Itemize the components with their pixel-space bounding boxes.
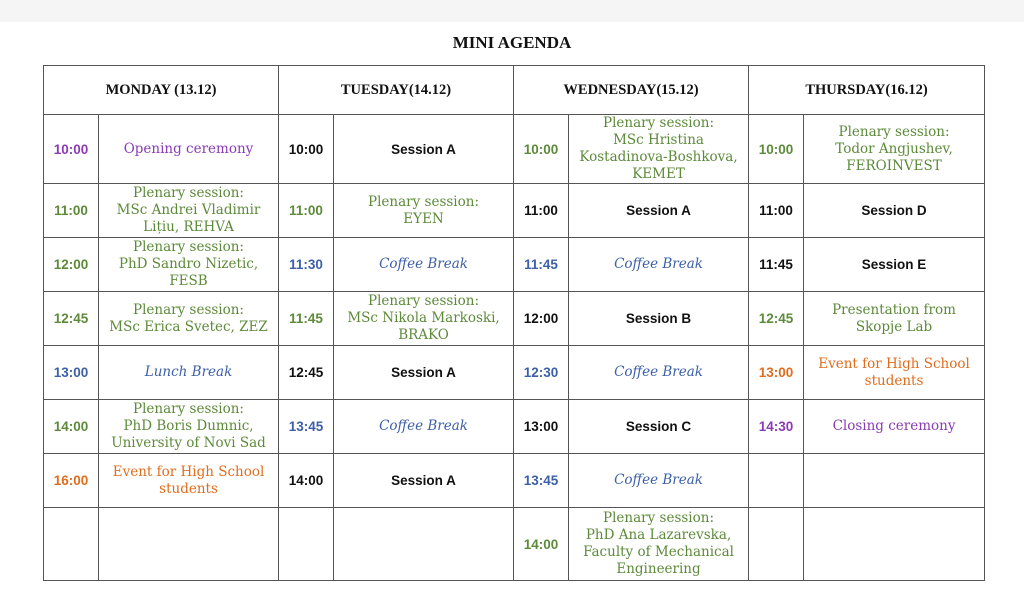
event-cell bbox=[804, 292, 985, 346]
event-line: Plenary session: bbox=[368, 293, 479, 309]
event-line: MSc Nikola Markoski, bbox=[347, 310, 500, 326]
time-cell: 14:30 bbox=[749, 400, 804, 454]
event-cell bbox=[569, 508, 749, 581]
event-cell bbox=[804, 238, 985, 292]
time-cell: 12:45 bbox=[749, 292, 804, 346]
page-title: MINI AGENDA bbox=[452, 33, 572, 52]
event-cell bbox=[804, 346, 985, 400]
time-cell bbox=[749, 454, 804, 508]
event-cell bbox=[569, 346, 749, 400]
header-row bbox=[44, 66, 985, 115]
time-cell: 11:00 bbox=[514, 184, 569, 238]
event-line: Session A bbox=[391, 473, 456, 488]
event-line: Coffee Break bbox=[379, 256, 468, 272]
event-line: BRAKO bbox=[398, 327, 449, 343]
event-line: Coffee Break bbox=[614, 364, 703, 380]
day-header: MONDAY (13.12) bbox=[44, 66, 279, 115]
event-line: PhD Ana Lazarevska, bbox=[585, 527, 732, 543]
event-cell bbox=[569, 292, 749, 346]
event-line: Session C bbox=[625, 419, 692, 434]
event-line: Kostadinova-Boshkova, bbox=[579, 149, 738, 165]
time-cell: 13:00 bbox=[514, 400, 569, 454]
event-cell bbox=[334, 454, 514, 508]
event-cell bbox=[99, 184, 279, 238]
event-cell bbox=[804, 508, 985, 581]
time-cell: 13:00 bbox=[44, 346, 99, 400]
event-cell bbox=[334, 508, 514, 581]
event-line: University of Novi Sad bbox=[111, 435, 266, 451]
event-line: Session D bbox=[861, 203, 927, 218]
time-cell: 12:45 bbox=[279, 346, 334, 400]
time-cell: 16:00 bbox=[44, 454, 99, 508]
event-cell bbox=[334, 292, 514, 346]
event-line: Todor Angjushev, bbox=[835, 140, 953, 157]
event-cell bbox=[569, 184, 749, 238]
event-line: Engineering bbox=[616, 561, 701, 577]
time-cell: 10:00 bbox=[514, 115, 569, 184]
event-line: Plenary session: bbox=[368, 193, 479, 210]
event-line: Lunch Break bbox=[144, 364, 233, 380]
event-line: Event for High School bbox=[112, 463, 265, 480]
time-cell: 14:00 bbox=[279, 454, 334, 508]
agenda-row bbox=[44, 346, 985, 400]
agenda-row bbox=[44, 508, 985, 581]
event-cell bbox=[334, 346, 514, 400]
time-cell: 11:30 bbox=[279, 238, 334, 292]
top-bar bbox=[0, 0, 1024, 22]
event-line: PhD Sandro Nizetic, bbox=[118, 256, 259, 272]
time-cell: 10:00 bbox=[44, 115, 99, 184]
event-cell bbox=[99, 454, 279, 508]
time-cell: 12:30 bbox=[514, 346, 569, 400]
event-cell bbox=[569, 115, 749, 184]
event-line: Presentation from bbox=[832, 301, 956, 318]
time-cell bbox=[44, 508, 99, 581]
event-cell bbox=[804, 400, 985, 454]
event-line: Plenary session: bbox=[603, 510, 714, 526]
time-cell: 13:45 bbox=[279, 400, 334, 454]
event-line: Plenary session: bbox=[603, 115, 714, 131]
time-cell: 11:00 bbox=[279, 184, 334, 238]
event-line: students bbox=[159, 480, 218, 497]
event-line: Session B bbox=[625, 311, 692, 326]
event-cell bbox=[99, 238, 279, 292]
time-cell bbox=[749, 508, 804, 581]
time-cell: 13:00 bbox=[749, 346, 804, 400]
event-cell bbox=[804, 454, 985, 508]
event-cell bbox=[334, 184, 514, 238]
event-cell bbox=[99, 292, 279, 346]
event-cell bbox=[99, 508, 279, 581]
event-line: Closing ceremony bbox=[832, 418, 956, 434]
day-header: WEDNESDAY(15.12) bbox=[514, 66, 749, 115]
time-cell: 12:00 bbox=[44, 238, 99, 292]
event-line: Plenary session: bbox=[133, 239, 244, 255]
time-cell: 10:00 bbox=[279, 115, 334, 184]
event-line: Coffee Break bbox=[379, 418, 468, 434]
event-line: students bbox=[864, 372, 924, 389]
event-cell bbox=[804, 115, 985, 184]
event-line: Session A bbox=[626, 203, 691, 218]
event-line: Session E bbox=[861, 257, 927, 272]
time-cell: 11:45 bbox=[749, 238, 804, 292]
event-line: Faculty of Mechanical bbox=[583, 544, 734, 560]
day-header: TUESDAY(14.12) bbox=[279, 66, 514, 115]
time-cell: 11:00 bbox=[749, 184, 804, 238]
time-cell: 11:45 bbox=[514, 238, 569, 292]
event-line: Session A bbox=[391, 141, 456, 157]
event-cell bbox=[334, 115, 514, 184]
event-line: Coffee Break bbox=[614, 256, 703, 272]
time-cell: 13:45 bbox=[514, 454, 569, 508]
event-line: Opening ceremony bbox=[123, 140, 254, 157]
event-cell bbox=[804, 184, 985, 238]
event-line: FEROINVEST bbox=[846, 157, 942, 174]
agenda-row bbox=[44, 454, 985, 508]
agenda-row bbox=[44, 292, 985, 346]
event-cell bbox=[569, 454, 749, 508]
event-line: KEMET bbox=[632, 166, 685, 182]
time-cell bbox=[279, 508, 334, 581]
event-line: Plenary session: bbox=[133, 185, 244, 201]
event-cell bbox=[99, 400, 279, 454]
time-cell: 11:45 bbox=[279, 292, 334, 346]
time-cell: 14:00 bbox=[44, 400, 99, 454]
agenda-row bbox=[44, 184, 985, 238]
event-line: Plenary session: bbox=[838, 123, 950, 140]
event-cell bbox=[99, 115, 279, 184]
time-cell: 10:00 bbox=[749, 115, 804, 184]
agenda-row bbox=[44, 115, 985, 184]
time-cell: 12:45 bbox=[44, 292, 99, 346]
time-cell: 14:00 bbox=[514, 508, 569, 581]
event-line: MSc Erica Svetec, ZEZ bbox=[109, 318, 268, 335]
event-line: FESB bbox=[169, 273, 208, 289]
event-line: EYEN bbox=[403, 210, 444, 227]
agenda-row bbox=[44, 400, 985, 454]
event-cell bbox=[569, 238, 749, 292]
event-cell bbox=[99, 346, 279, 400]
event-line: Lițiu, REHVA bbox=[143, 219, 234, 235]
time-cell: 12:00 bbox=[514, 292, 569, 346]
event-cell bbox=[569, 400, 749, 454]
agenda-row bbox=[44, 238, 985, 292]
agenda-table bbox=[43, 65, 985, 581]
event-line: Skopje Lab bbox=[855, 318, 933, 335]
event-cell bbox=[334, 238, 514, 292]
event-line: MSc Hristina bbox=[613, 132, 704, 148]
event-line: Plenary session: bbox=[133, 301, 244, 318]
day-header: THURSDAY(16.12) bbox=[749, 66, 985, 115]
time-cell: 11:00 bbox=[44, 184, 99, 238]
event-line: Event for High School bbox=[818, 355, 970, 372]
event-line: Session A bbox=[391, 365, 456, 380]
event-cell bbox=[334, 400, 514, 454]
event-line: Coffee Break bbox=[614, 472, 703, 488]
event-line: MSc Andrei Vladimir bbox=[116, 202, 261, 218]
event-line: Plenary session: bbox=[133, 401, 244, 417]
event-line: PhD Boris Dumnic, bbox=[123, 418, 254, 434]
